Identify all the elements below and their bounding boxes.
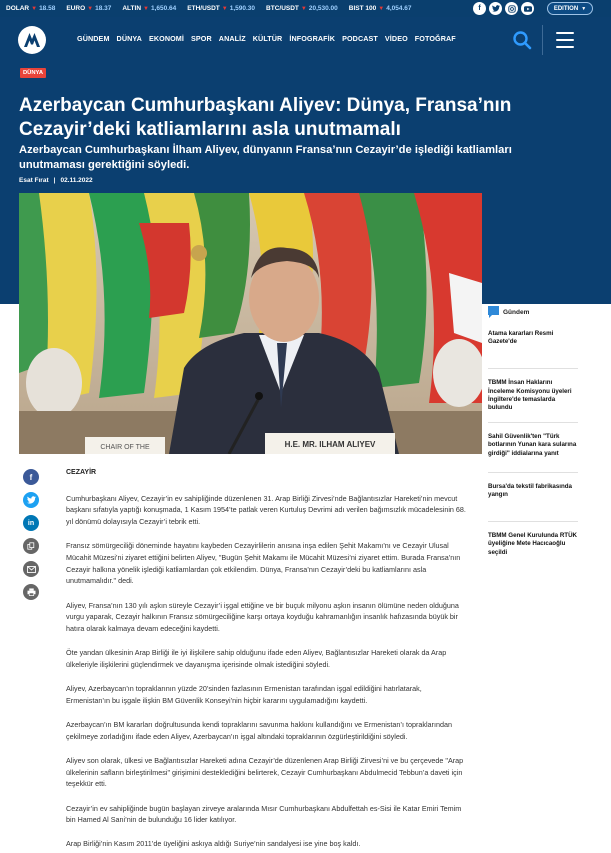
nav-infografik[interactable]: İNFOGRAFİK [289, 34, 336, 43]
ticker-item-altin[interactable]: ALTIN ▼ 1,650.64 [122, 5, 177, 12]
nav-ekonomi[interactable]: EKONOMİ [148, 34, 184, 43]
ticker-item-bist[interactable]: BIST 100 ▼ 4,054.67 [348, 5, 412, 12]
nav-spor[interactable]: SPOR [191, 34, 212, 43]
facebook-icon[interactable]: f [473, 2, 486, 15]
nav-gundem[interactable]: GÜNDEM [77, 34, 110, 43]
ticker-item-btc[interactable]: BTC/USDT ▼ 20,530.00 [266, 5, 338, 12]
down-arrow-icon: ▼ [31, 5, 38, 12]
search-icon[interactable] [512, 30, 532, 50]
down-arrow-icon: ▼ [143, 5, 149, 12]
category-badge[interactable]: DÜNYA [20, 68, 46, 78]
twitter-icon[interactable] [489, 2, 502, 15]
instagram-icon[interactable] [505, 2, 518, 15]
sidebar-news-item[interactable]: TBMM Genel Kurulunda RTÜK üyeliğine Mete Hacıcaoğlu seçildi [488, 532, 578, 556]
article-paragraph: Öte yandan ülkesinin Arap Birliği ile iyi ilişkilere sahip olduğunu ifade eden Aliyev, Bağlantısızlar Hareketi olarak da Arap ülkeleriyle ilişkilerini güçlendirmek ve dayanışma içerisinde olmak istediğini söyledi. [66, 648, 447, 669]
down-arrow-icon: ▼ [221, 5, 228, 12]
chevron-down-icon: ▼ [581, 5, 587, 12]
photo-illustration [19, 193, 482, 454]
sidebar-heading[interactable]: Gündem [488, 306, 578, 318]
article-paragraph: Aliyev, Azerbaycan’ın topraklarının yüzde 20’sinden fazlasının Ermenistan tarafından işgal edildiğini hatırlatarak, Ermenistan’ın bu işgale ilişkin BM Güvenlik Konseyi’nin hiçbir kararını uygulamadığını kaydetti. [66, 684, 422, 705]
article-paragraph: Arap Birliği’nin Kasım 2011’de üyeliğini askıya aldığı Suriye’nin sandalyesi ise yine boş kaldı. [66, 839, 361, 849]
article-paragraph: Aliyev, Fransa’nın 130 yılı aşkın süreyle Cezayir’i işgal ettiğine ve bir buçuk milyonu aşkın insanın ölümüne neden olduğuna vurgu yaparak, Cezayir halkının Fransız sömürgeciliğine karşı ortaya koyduğu kahramanlığın insanlık hafızasında büyük bir hatıra olarak kalmaya devam edeceğini kaydetti. [66, 600, 459, 634]
copy-link-icon[interactable] [23, 538, 39, 554]
share-bar [23, 469, 39, 600]
article-paragraph: Azerbaycan’ın BM kararları doğrultusunda kendi topraklarını savunma hakkını kullandığını ve Ermenistan’ı topraklarından çekilmeye zorladığını ifade eden Aliyev, Azerbaycan’ın işgal altındaki topraklarının özgürleştirildiğini söyledi. [66, 720, 452, 741]
youtube-icon[interactable] [521, 2, 534, 15]
nameplate-right-text: H.E. MR. ILHAM ALIYEV [284, 440, 376, 449]
byline: Esat Fırat | 02.11.2022 [19, 177, 93, 184]
main-nav [0, 17, 611, 62]
top-social-links [473, 2, 534, 15]
sidebar-news-item[interactable]: Atama kararları Resmi Gazete'de [488, 330, 578, 369]
nav-dunya[interactable]: DÜNYA [116, 34, 142, 43]
article-paragraph: Fransız sömürgeciliği döneminde hayatını kaybeden Cezayirlilerin anısına inşa edilen Şehit Makamı’nı ve Cezayir Ulusal Mücahit Müzesi’ni ziyaret ettiğini belirten Aliyev, "Bugün Şehit Makamı ile Mücahit Müzesi’ni ziyaret ettim. Burada Fransa’nın Cezayir halkına yönelik işlediği katliamlardan çok etkilendim. Dünya, Fransa’nın Cezayir’deki bu katliamlarını asla unutmamalıdır." dedi. [66, 541, 461, 586]
share-linkedin-icon[interactable]: in [23, 515, 39, 531]
article-title: Azerbaycan Cumhurbaşkanı Aliyev: Dünya, Fransa’nın Cezayir’deki katliamlarını asla unutmamalı [19, 95, 512, 140]
down-arrow-icon: ▼ [378, 5, 385, 12]
nav-divider [542, 25, 543, 55]
ticker-item-eth[interactable]: ETH/USDT ▼ 1,590.30 [187, 5, 256, 12]
email-icon[interactable] [23, 561, 39, 577]
down-arrow-icon: ▼ [300, 5, 307, 12]
nav-fotograf[interactable]: FOTOĞRAF [414, 34, 456, 43]
nav-podcast[interactable]: PODCAST [342, 34, 378, 43]
edition-selector[interactable]: EDITION ▼ [547, 2, 593, 15]
sidebar-news-item[interactable]: Sahil Güvenlik'ten "Türk botlarının Yunan kara sularına girdiği" iddialarına yanıt [488, 433, 578, 473]
nav-links [77, 34, 463, 43]
sidebar-news-item[interactable]: TBMM İnsan Haklarını İnceleme Komisyonu üyeleri İngiltere'de temaslarda bulundu [488, 379, 578, 423]
speech-bubble-icon [488, 306, 499, 318]
article-photo[interactable] [19, 193, 482, 454]
print-icon[interactable] [23, 584, 39, 600]
nameplate-left-text: CHAIR OF THE [100, 444, 150, 451]
nav-kultur[interactable]: KÜLTÜR [252, 34, 283, 43]
article-paragraph: Cumhurbaşkanı Aliyev, Cezayir’in ev sahipliğinde düzenlenen 31. Arap Birliği Zirvesi’nde Bağlantısızlar Hareketi’nin mevcut başkanı sıfatıyla yaptığı konuşmada, 1 Kasım 1954’te patlak veren Kurtuluş Devrimi adı verilen bağımsızlık mücadelesinin 68. yıl dönümü dolayısıyla Cezayir’i tebrik etti. [66, 493, 466, 527]
author-name[interactable]: Esat Fırat [19, 177, 49, 184]
publish-date: 02.11.2022 [60, 177, 93, 184]
sidebar-gundem [488, 306, 578, 575]
nav-video[interactable]: VİDEO [384, 34, 408, 43]
article-subtitle: Azerbaycan Cumhurbaşkanı İlham Aliyev, dünyanın Fransa’nın Cezayir’de işlediği katliamları unutmaması gerektiğini söyledi. [19, 144, 512, 171]
hamburger-menu-icon[interactable] [556, 32, 574, 48]
down-arrow-icon: ▼ [87, 5, 94, 12]
share-twitter-icon[interactable] [23, 492, 39, 508]
share-facebook-icon[interactable]: f [23, 469, 39, 485]
ticker-item-euro[interactable]: EURO ▼ 18.37 [66, 5, 112, 12]
article-dateline: CEZAYİR [66, 469, 97, 476]
aa-logo[interactable] [17, 25, 47, 55]
sidebar-news-item[interactable]: Bursa'da tekstil fabrikasında yangın [488, 483, 578, 522]
article-body [66, 467, 466, 853]
article-paragraph: Cezayir’in ev sahipliğinde bugün başlayan zirveye aralarında Mısır Cumhurbaşkanı Abdulfettah es-Sisi ile Katar Emiri Temim bin Hamed Al Sani’nin de bulunduğu 16 lider katılıyor. [66, 803, 462, 825]
nav-analiz[interactable]: ANALİZ [218, 34, 246, 43]
ticker-item-dolar[interactable]: DOLAR ▼ 18.58 [6, 5, 56, 12]
article-paragraph: Aliyev son olarak, ülkesi ve Bağlantısızlar Hareketi adına Cezayir’de düzenlenen Arap Birliği Zirvesi’ni ve bu çerçevede "Arap ülkelerinin safların birleştirilmesi" girişimini desteklediğini belirterek, Cezayir Cumhurbaşkanı Abdulmecid Tebbun’a daveti için teşekkür etti. [66, 755, 464, 789]
